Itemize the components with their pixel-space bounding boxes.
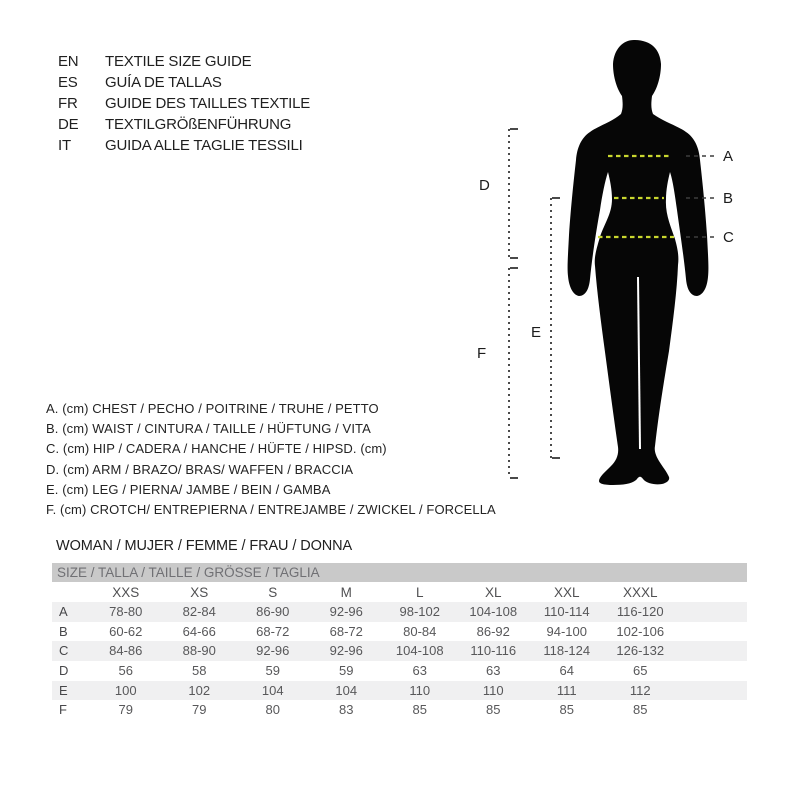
size-value: 68-72: [329, 623, 363, 639]
size-value: 65: [633, 663, 648, 679]
size-value: 83: [339, 702, 354, 718]
size-value: 110: [482, 682, 504, 698]
row-label: C: [59, 643, 69, 659]
size-value: 104-108: [395, 643, 444, 659]
label-hip: C: [723, 229, 734, 246]
language-row: [58, 114, 310, 135]
size-value: 59: [339, 663, 354, 679]
row-label: D: [59, 663, 69, 679]
language-row: [58, 72, 310, 93]
size-value: 88-90: [182, 643, 216, 659]
measurement-definition: E. (cm) LEG / PIERNA/ JAMBE / BEIN / GAMBA: [46, 481, 331, 497]
size-value: 79: [192, 702, 207, 718]
measurement-definition: C. (cm) HIP / CADERA / HANCHE / HÜFTE / HIPSD. (cm): [46, 441, 387, 457]
size-value: 116-120: [616, 604, 664, 619]
language-title: GUÍA DE TALLAS: [105, 74, 222, 91]
size-value: 56: [118, 663, 133, 679]
label-arm: D: [479, 177, 490, 194]
size-value: 80-84: [403, 623, 437, 639]
label-chest: A: [723, 148, 734, 165]
table-row: [52, 681, 747, 701]
woman-silhouette-icon: [568, 40, 709, 485]
size-value: 64: [559, 663, 574, 679]
row-label: B: [59, 623, 68, 639]
size-value: 64-66: [182, 623, 216, 639]
language-code: IT: [58, 137, 71, 154]
language-title: TEXTILE SIZE GUIDE: [105, 53, 252, 70]
size-value: 110-116: [470, 643, 517, 659]
size-value: 110: [409, 682, 431, 698]
label-leg: E: [531, 324, 542, 341]
size-value: 85: [559, 702, 574, 718]
size-value: 104: [335, 682, 358, 698]
size-value: 118-124: [543, 643, 591, 659]
language-title: GUIDA ALLE TAGLIE TESSILI: [105, 137, 303, 154]
column-header: XXXL: [622, 585, 658, 600]
row-label: A: [59, 604, 68, 619]
gender-heading: WOMAN / MUJER / FEMME / FRAU / DONNA: [56, 538, 353, 554]
size-value: 82-84: [182, 604, 216, 619]
row-label: F: [59, 702, 67, 718]
size-value: 104: [261, 682, 284, 698]
language-row: [58, 93, 310, 114]
row-label: E: [59, 682, 68, 698]
language-row: [58, 135, 310, 156]
size-value: 110-114: [543, 604, 590, 619]
table-row: [52, 602, 747, 622]
size-value: 58: [192, 663, 207, 679]
size-value: 79: [118, 702, 133, 718]
column-header: M: [340, 585, 352, 600]
language-title: TEXTILGRÖßENFÜHRUNG: [105, 116, 292, 133]
label-crotch: F: [477, 345, 487, 362]
column-header: S: [268, 585, 278, 600]
table-row: [52, 700, 747, 720]
language-row: [58, 51, 310, 72]
size-value: 68-72: [256, 623, 290, 639]
size-value: 85: [486, 702, 501, 718]
measurement-definitions: [46, 399, 496, 520]
size-table-column-header-row: [52, 582, 747, 602]
column-header: L: [415, 585, 424, 600]
size-value: 111: [556, 682, 577, 698]
label-waist: B: [723, 190, 734, 207]
language-title: GUIDE DES TAILLES TEXTILE: [105, 95, 311, 112]
size-value: 80: [265, 702, 280, 718]
measurement-definition: B. (cm) WAIST / CINTURA / TAILLE / HÜFTUNG / VITA: [46, 421, 371, 437]
measurement-definition: D. (cm) ARM / BRAZO/ BRAS/ WAFFEN / BRACCIA: [46, 461, 354, 477]
size-value: 85: [412, 702, 427, 718]
size-table: [52, 563, 747, 720]
size-value: 104-108: [469, 604, 518, 619]
language-code: FR: [58, 95, 78, 112]
size-value: 94-100: [546, 623, 587, 639]
size-value: 60-62: [109, 623, 143, 639]
table-row: [52, 661, 747, 681]
size-value: 84-86: [109, 643, 143, 659]
size-value: 126-132: [616, 643, 665, 659]
size-value: 86-92: [476, 623, 510, 639]
leg-seam: [638, 277, 640, 449]
language-code: ES: [58, 74, 78, 91]
column-header: XL: [484, 585, 502, 600]
size-value: 86-90: [256, 604, 290, 619]
size-value: 102-106: [616, 623, 665, 639]
table-row: [52, 641, 747, 661]
language-code: DE: [58, 116, 79, 133]
size-table-header-bar: SIZE / TALLA / TAILLE / GRÖSSE / TAGLIA: [52, 563, 747, 582]
column-header: XXL: [553, 585, 580, 600]
language-code: EN: [58, 53, 79, 70]
column-header: XS: [190, 585, 209, 600]
column-header: XXS: [112, 585, 140, 600]
corner-cell: [52, 582, 89, 602]
size-value: 112: [629, 682, 651, 698]
crotch-measure-rule: [509, 268, 518, 478]
size-value: 92-96: [256, 643, 290, 659]
size-value: 102: [188, 682, 211, 698]
size-value: 92-96: [329, 604, 363, 619]
size-value: 59: [265, 663, 280, 679]
size-value: 100: [114, 682, 137, 698]
measurement-definition: F. (cm) CROTCH/ ENTREPIERNA / ENTREJAMBE / ZWICKEL / FORCELLA: [46, 501, 496, 517]
measurement-definition: A. (cm) CHEST / PECHO / POITRINE / TRUHE / PETTO: [46, 401, 379, 416]
table-row: [52, 622, 747, 642]
language-list: [58, 51, 310, 156]
size-value: 78-80: [109, 604, 143, 619]
arm-measure-rule: [509, 129, 518, 258]
size-value: 85: [633, 702, 648, 718]
size-table-body: [52, 602, 747, 720]
leg-measure-rule: [551, 198, 560, 458]
size-value: 92-96: [329, 643, 363, 659]
size-value: 98-102: [399, 604, 440, 619]
size-value: 63: [412, 663, 427, 679]
size-value: 63: [486, 663, 501, 679]
